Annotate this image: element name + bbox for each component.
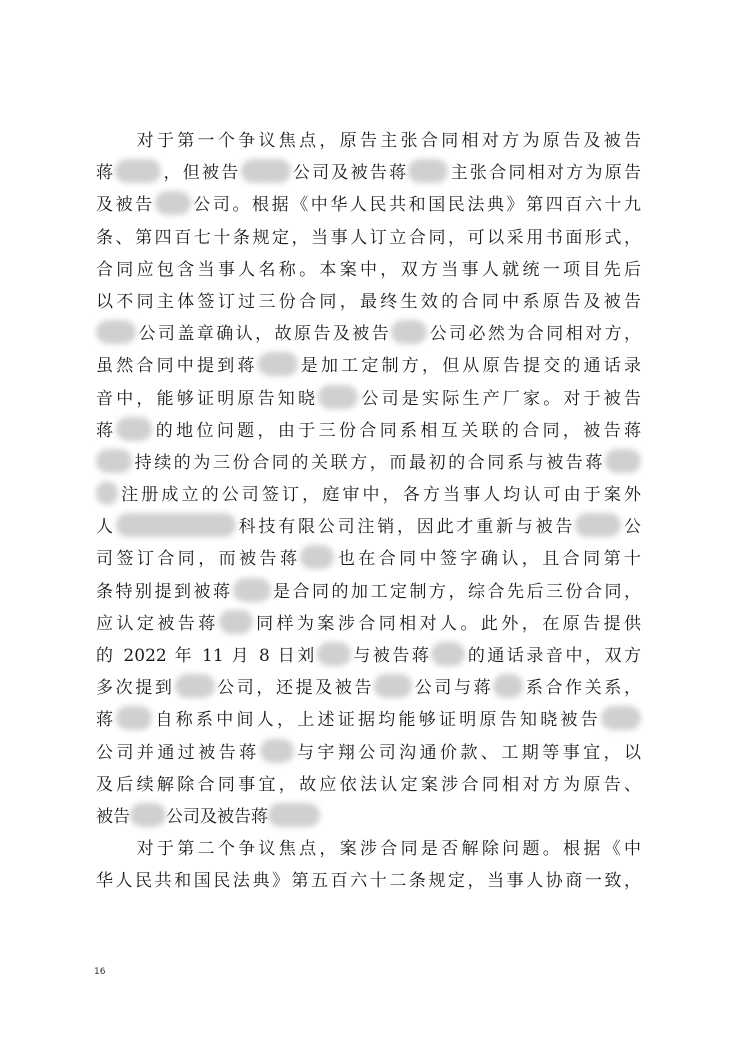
text-segment: 公司，还提及被告 [214, 678, 375, 699]
redaction-blur [175, 674, 215, 698]
redaction-blur [233, 578, 271, 602]
redaction-blur [96, 320, 136, 344]
text-line [96, 479, 641, 511]
text-segment: 是加工定制方，但从原告提交的通话录 [297, 356, 642, 377]
text-segment: 条、第四百七十条规定，当事人订立合同，可以采用书面形式， [96, 227, 641, 248]
text-segment: 的通话录音中，双方 [465, 646, 642, 666]
redaction-blur [431, 642, 465, 666]
text-line [96, 286, 641, 318]
text-line [96, 415, 641, 447]
redaction-blur [575, 513, 621, 537]
text-line [96, 672, 641, 704]
redaction-blur [408, 159, 448, 183]
text-line [96, 769, 641, 801]
text-segment: 科技有限公司注销，因此才重新与被告 [235, 517, 576, 538]
text-line [96, 737, 641, 769]
text-segment: 持续的为三份合同的关联方，而最初的合同系与被告蒋 [132, 452, 605, 473]
text-segment: 系合作关系， [523, 678, 641, 699]
redaction-blur [605, 449, 641, 473]
text-line [96, 511, 641, 543]
text-segment: 也在合同中签字确认，且合同第十 [334, 549, 642, 570]
redaction-blur [219, 610, 253, 634]
text-line [96, 833, 641, 865]
redaction-blur [317, 642, 351, 666]
text-segment: 公司盖章确认，故原告及被告 [136, 324, 392, 345]
text-segment: 主张合同相对方为原告 [448, 163, 642, 184]
text-segment: 的 2022 年 11 月 8 日刘 [96, 646, 317, 666]
text-segment: 应认定被告蒋 [96, 613, 219, 634]
text-segment: 的地位问题，由于三份合同系相互关联的合同，被告蒋 [152, 420, 642, 441]
redaction-blur [96, 449, 132, 473]
text-line [96, 350, 641, 382]
redaction-blur [116, 513, 236, 537]
text-segment: 虽然合同中提到蒋 [96, 356, 258, 377]
text-line [96, 222, 641, 254]
text-segment: 华人民共和国民法典》第五百六十二条规定，当事人协商一致， [96, 871, 641, 892]
page-number: 16 [94, 967, 106, 977]
text-line [96, 865, 641, 897]
text-segment: 与宇翔公司沟通价款、工期等事宜，以 [293, 742, 642, 763]
text-segment: 自称系中间人，上述证据均能够证明原告知晓被告 [152, 710, 601, 731]
redaction-blur [268, 803, 320, 827]
redaction-blur [601, 706, 641, 730]
text-segment: 公司。根据《中华人民共和国民法典》第四百六十九 [190, 195, 642, 216]
text-segment: 司签订合同，而被告蒋 [96, 549, 301, 570]
redaction-blur [130, 803, 166, 827]
redaction-blur [155, 191, 191, 215]
redaction-blur [300, 545, 334, 569]
text-line [96, 543, 641, 575]
redaction-blur [116, 706, 152, 730]
text-segment: 与被告蒋 [350, 646, 432, 666]
redaction-blur [260, 739, 294, 763]
text-line [96, 447, 641, 479]
text-segment: 蒋 [96, 710, 117, 731]
text-segment: 对于第二个争议焦点，案涉合同是否解除问题。根据《中 [96, 839, 641, 860]
text-segment: 对于第一个争议焦点，原告主张合同相对方为原告及被告 [96, 131, 641, 151]
text-line [96, 576, 641, 608]
text-segment: 及后续解除合同事宜，故应依法认定案涉合同相对方为原告、 [96, 774, 641, 795]
body-text [96, 125, 641, 898]
text-segment: 被告 [96, 806, 130, 827]
text-segment: 合同应包含当事人名称。本案中，双方当事人就统一项目先后 [96, 259, 641, 280]
text-line [96, 254, 641, 286]
text-segment: 同样为案涉合同相对人。此外，在原告提供 [252, 613, 641, 634]
text-segment: 条特别提到被蒋 [96, 581, 233, 602]
text-segment: 公司与蒋 [412, 678, 494, 699]
text-segment: 公司及被告蒋 [166, 806, 268, 827]
text-segment: 公司及被告蒋 [290, 163, 409, 184]
text-line [96, 189, 641, 221]
text-segment: 以不同主体签订过三份合同，最终生效的合同中系原告及被告 [96, 291, 641, 312]
redaction-blur [493, 674, 523, 698]
text-line [96, 157, 641, 189]
redaction-blur [318, 385, 358, 409]
text-line [96, 640, 641, 672]
text-segment: ，但被告 [161, 163, 241, 184]
text-segment: 蒋 [96, 163, 116, 184]
redaction-blur [96, 481, 118, 505]
text-segment: 蒋 [96, 420, 117, 441]
text-segment: 及被告 [96, 195, 155, 216]
redaction-blur [241, 159, 291, 183]
text-segment: 公司并通过被告蒋 [96, 742, 260, 763]
text-segment: 公司是实际生产厂家。对于被告 [358, 388, 642, 409]
redaction-blur [391, 320, 427, 344]
redaction-blur [116, 417, 152, 441]
text-segment: 公司必然为合同相对方， [427, 324, 642, 345]
text-segment: 注册成立的公司签订，庭审中，各方当事人均认可由于案外 [118, 485, 641, 506]
redaction-blur [374, 674, 412, 698]
text-line [96, 318, 641, 350]
text-line [96, 801, 641, 833]
text-segment: 是合同的加工定制方，综合先后三份合同， [270, 581, 641, 602]
redaction-blur [258, 352, 298, 376]
text-line [96, 704, 641, 736]
text-line [96, 608, 641, 640]
redaction-blur [115, 159, 161, 183]
text-line [96, 125, 641, 157]
text-line [96, 383, 641, 415]
text-segment: 人 [96, 517, 116, 538]
text-segment: 公 [621, 517, 642, 538]
text-segment: 多次提到 [96, 678, 175, 699]
text-segment: 音中，能够证明原告知晓 [96, 388, 319, 409]
